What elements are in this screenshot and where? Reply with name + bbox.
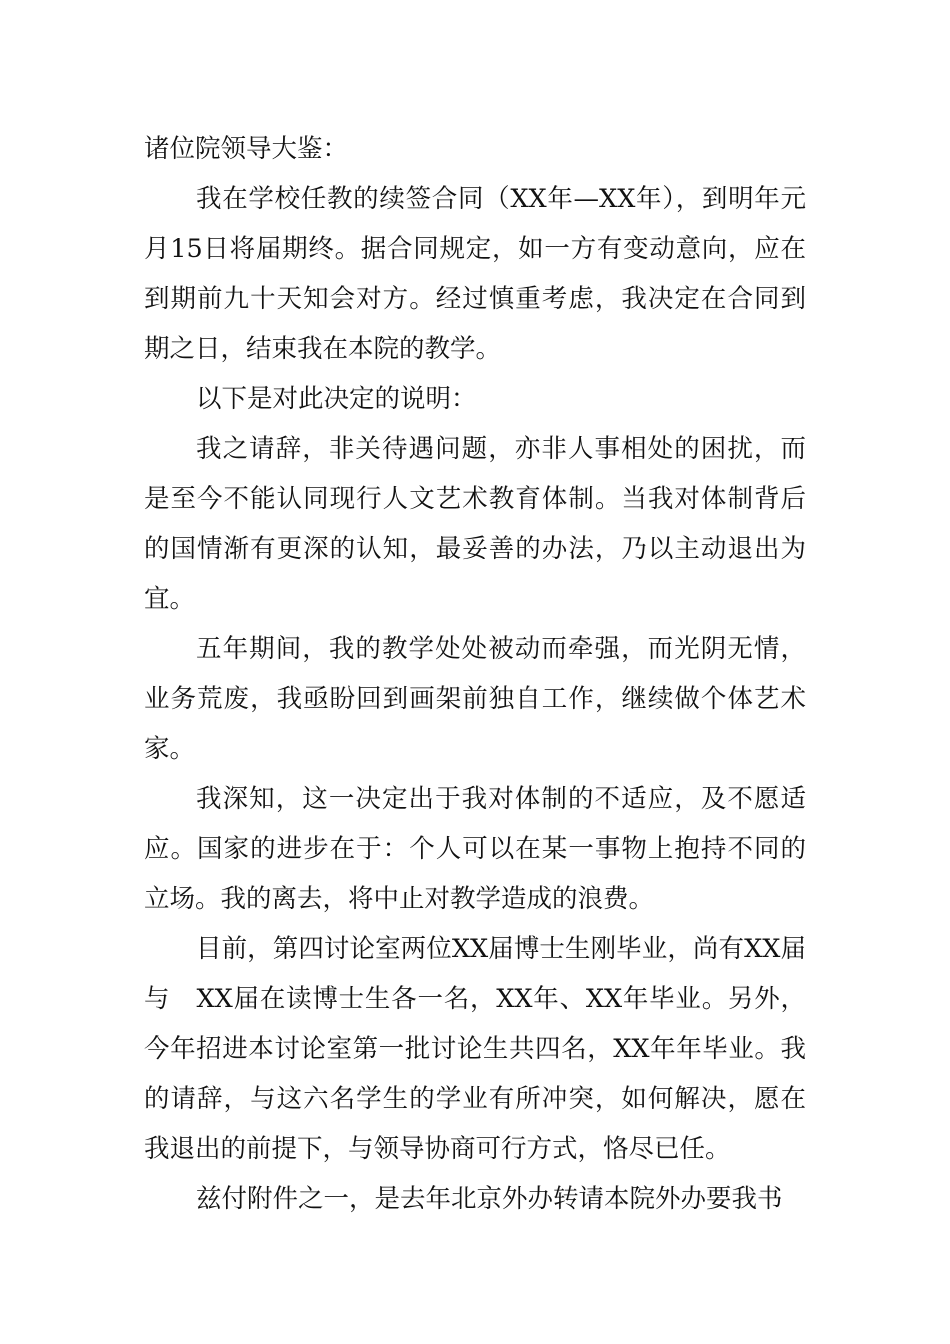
paragraph-contract: 我在学校任教的续签合同（XX年—XX年），到明年元月15日将届期终。据合同规定，如一方有变动意向，应在到期前九十天知会对方。经过慎重考虑，我决定在合同到期之日，结束我在本院的教学。 — [144, 184, 806, 364]
paragraph-reason: 我之请辞，非关待遇问题，亦非人事相处的困扰，而是至今不能认同现行人文艺术教育体制。当我对体制背后的国情渐有更深的认知，最妥善的办法，乃以主动退出为宜。 — [144, 434, 806, 614]
paragraph-attachment: 兹付附件之一，是去年北京外办转请本院外办要我书 — [196, 1184, 783, 1214]
paragraph-five-years: 五年期间，我的教学处处被动而牵强，而光阴无情，业务荒废，我亟盼回到画架前独自工作，继续做个体艺术家。 — [144, 634, 806, 764]
paragraph-students: 目前，第四讨论室两位XX届博士生刚毕业，尚有XX届与 XX届在读博士生各一名，XX年、XX年毕业。另外，今年招进本讨论室第一批讨论生共四名，XX年年毕业。我的请辞，与这六名学生的学业有所冲突，如何解决，愿在我退出的前提下，与领导协商可行方式，恪尽已任。 — [144, 934, 806, 1164]
paragraph-awareness: 我深知，这一决定出于我对体制的不适应，及不愿适应。国家的进步在于：个人可以在某一事物上抱持不同的立场。我的离去，将中止对教学造成的浪费。 — [144, 784, 806, 914]
salutation: 诸位院领导大鉴： — [144, 134, 349, 164]
paragraph-explanation-intro: 以下是对此决定的说明： — [196, 384, 477, 414]
letter-body — [144, 124, 806, 1224]
